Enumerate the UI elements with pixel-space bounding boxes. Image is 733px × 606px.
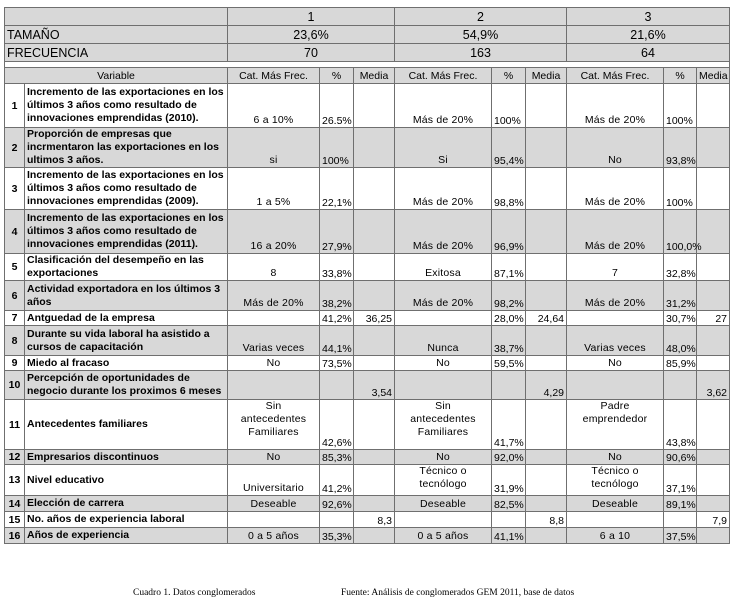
media-cell-2 [526,356,567,371]
pct-cell-1: 33,8% [320,254,354,281]
cat-cell-1: 8 [228,254,320,281]
media-cell-2 [526,450,567,465]
media-cell-2 [526,400,567,450]
pct-cell-1: 35,3% [320,528,354,544]
cat-cell-3: Técnico o tecnólogo [567,465,664,496]
pct-cell-1: 41,2% [320,465,354,496]
caption-source: Fuente: Análisis de conglomerados GEM 2011, base de datos [341,588,575,598]
media-cell-1 [354,528,395,544]
pct-cell-2: 92,0% [492,450,526,465]
media-cell-1 [354,496,395,512]
media-cell-3 [697,400,730,450]
media-cell-3: 3,62 [697,371,730,400]
variable-header: Variable [5,68,228,84]
pct-cell-3: 48,0% [664,326,697,356]
media-cell-1 [354,128,395,168]
table-row [5,326,730,356]
cat-cell-2: Deseable [395,496,492,512]
media-cell-3 [697,528,730,544]
cat-cell-1: 16 a 20% [228,210,320,254]
cat-cell-3: Deseable [567,496,664,512]
table-row [5,84,730,128]
media-cell-2 [526,84,567,128]
table-row [5,128,730,168]
media-cell-2 [526,326,567,356]
media-cell-1 [354,465,395,496]
cat-cell-2: Más de 20% [395,168,492,210]
row-variable: Elección de carrera [25,496,228,512]
pct-cell-3: 100% [664,168,697,210]
row-number: 13 [5,465,25,496]
pct-cell-3: 37,1% [664,465,697,496]
media-cell-1 [354,254,395,281]
row-variable: Percepción de oportunidades de negocio durante los proximos 6 meses [25,371,228,400]
media-cell-2 [526,254,567,281]
pct-cell-2: 59,5% [492,356,526,371]
cat-cell-1 [228,311,320,326]
cluster-1-header: 1 [228,8,395,26]
row-number: 8 [5,326,25,356]
row-number: 3 [5,168,25,210]
pct-cell-2: 38,7% [492,326,526,356]
tamano-value-3: 21,6% [567,26,730,44]
cat-cell-3 [567,311,664,326]
cat-cell-2 [395,371,492,400]
media-cell-1: 3,54 [354,371,395,400]
row-variable: Incremento de las exportaciones en los últimos 3 años como resultado de innovaciones emprendidas (2009). [25,168,228,210]
pct-cell-3: 89,1% [664,496,697,512]
caption-title: Cuadro 1. Datos conglomerados [133,588,256,598]
cat-cell-2: Si [395,128,492,168]
media-cell-1 [354,400,395,450]
media-header-3: Media [697,68,730,84]
cat-header-2: Cat. Más Frec. [395,68,492,84]
media-cell-1: 36,25 [354,311,395,326]
table-row [5,465,730,496]
pct-cell-3: 90,6% [664,450,697,465]
table-row [5,512,730,528]
cat-cell-2: Técnico o tecnólogo [395,465,492,496]
row-variable: No. años de experiencia laboral [25,512,228,528]
cat-cell-3: No [567,356,664,371]
pct-cell-1: 41,2% [320,311,354,326]
row-variable: Incremento de las exportaciones en los últimos 3 años como resultado de innovaciones emprendidas (2010). [25,84,228,128]
cat-cell-1: Sin antecedentes Familiares [228,400,320,450]
media-cell-1 [354,326,395,356]
table-row [5,356,730,371]
row-number: 5 [5,254,25,281]
row-number: 4 [5,210,25,254]
table-row [5,311,730,326]
row-variable: Incremento de las exportaciones en los últimos 3 años como resultado de innovaciones emprendidas (2011). [25,210,228,254]
clusters-table [4,7,730,544]
cat-cell-3: Más de 20% [567,168,664,210]
cat-cell-3: Más de 20% [567,281,664,311]
media-header-1: Media [354,68,395,84]
tamano-label: TAMAÑO [5,26,228,44]
row-variable: Antguedad de la empresa [25,311,228,326]
pct-header-2: % [492,68,526,84]
corner-cell [5,8,228,26]
pct-cell-3: 93,8% [664,128,697,168]
media-cell-3 [697,281,730,311]
cat-cell-1: 0 a 5 años [228,528,320,544]
cluster-header-row [5,8,730,26]
pct-cell-1: 22,1% [320,168,354,210]
media-cell-1 [354,84,395,128]
pct-cell-2: 95,4% [492,128,526,168]
media-cell-2 [526,496,567,512]
pct-cell-1: 38,2% [320,281,354,311]
row-number: 1 [5,84,25,128]
cat-cell-3: No [567,450,664,465]
media-cell-1: 8,3 [354,512,395,528]
media-cell-1 [354,210,395,254]
media-cell-3 [697,84,730,128]
cat-cell-1: si [228,128,320,168]
row-variable: Clasificación del desempeño en las exportaciones [25,254,228,281]
row-variable: Durante su vida laboral ha asistido a cursos de capacitación [25,326,228,356]
media-cell-3 [697,356,730,371]
row-number: 6 [5,281,25,311]
cat-cell-3 [567,512,664,528]
media-cell-2 [526,528,567,544]
pct-cell-1 [320,371,354,400]
row-number: 10 [5,371,25,400]
pct-cell-2: 31,9% [492,465,526,496]
row-number: 15 [5,512,25,528]
frecuencia-row [5,44,730,62]
tamano-row [5,26,730,44]
pct-cell-2: 82,5% [492,496,526,512]
cat-cell-1: Varias veces [228,326,320,356]
cluster-2-header: 2 [395,8,567,26]
cat-cell-2 [395,512,492,528]
cat-cell-2: Más de 20% [395,84,492,128]
media-cell-2: 8,8 [526,512,567,528]
pct-cell-1 [320,512,354,528]
frecuencia-value-3: 64 [567,44,730,62]
pct-cell-1: 73,5% [320,356,354,371]
table-row [5,168,730,210]
pct-cell-3 [664,512,697,528]
table-row [5,371,730,400]
cat-cell-3: Más de 20% [567,210,664,254]
pct-cell-3: 37,5% [664,528,697,544]
media-cell-1 [354,281,395,311]
pct-cell-1: 85,3% [320,450,354,465]
pct-cell-1: 92,6% [320,496,354,512]
table-row [5,210,730,254]
pct-cell-3: 32,8% [664,254,697,281]
cat-cell-2 [395,311,492,326]
frecuencia-value-1: 70 [228,44,395,62]
pct-cell-1: 27,9% [320,210,354,254]
table-row [5,450,730,465]
pct-cell-3: 85,9% [664,356,697,371]
cat-cell-2: Nunca [395,326,492,356]
pct-cell-2 [492,512,526,528]
pct-cell-3: 30,7% [664,311,697,326]
row-number: 11 [5,400,25,450]
cat-cell-2: Más de 20% [395,210,492,254]
table-row [5,400,730,450]
pct-cell-3: 100% [664,84,697,128]
pct-cell-2: 98,8% [492,168,526,210]
pct-cell-2: 28,0% [492,311,526,326]
media-cell-3 [697,465,730,496]
row-variable: Actividad exportadora en los últimos 3 años [25,281,228,311]
pct-cell-1: 100% [320,128,354,168]
pct-cell-2: 41,1% [492,528,526,544]
cat-cell-2: Sin antecedentes Familiares [395,400,492,450]
pct-cell-3: 31,2% [664,281,697,311]
media-cell-1 [354,168,395,210]
pct-cell-2: 87,1% [492,254,526,281]
cat-cell-2: 0 a 5 años [395,528,492,544]
media-cell-2 [526,281,567,311]
cat-cell-2: Más de 20% [395,281,492,311]
media-cell-2 [526,465,567,496]
cat-cell-3: 7 [567,254,664,281]
row-number: 7 [5,311,25,326]
media-cell-3: 7,9 [697,512,730,528]
row-number: 14 [5,496,25,512]
media-cell-3: 27 [697,311,730,326]
pct-cell-2: 100% [492,84,526,128]
media-cell-3 [697,450,730,465]
cat-cell-1: 1 a 5% [228,168,320,210]
table-row [5,254,730,281]
table-row [5,528,730,544]
cat-cell-2: Exitosa [395,254,492,281]
cat-cell-2: No [395,450,492,465]
media-cell-2: 24,64 [526,311,567,326]
media-cell-2 [526,210,567,254]
pct-cell-2: 96,9% [492,210,526,254]
row-variable: Proporción de empresas que incrmentaron las exportaciones en los ultimos 3 años. [25,128,228,168]
pct-cell-3: 100,0% [664,210,697,254]
media-cell-2 [526,128,567,168]
frecuencia-label: FRECUENCIA [5,44,228,62]
row-number: 9 [5,356,25,371]
cat-cell-2: No [395,356,492,371]
cat-cell-1: Deseable [228,496,320,512]
cat-cell-1: Más de 20% [228,281,320,311]
frecuencia-value-2: 163 [395,44,567,62]
column-header-row [5,68,730,84]
cat-cell-3: Padre emprendedor [567,400,664,450]
table-row [5,496,730,512]
pct-cell-1: 26.5% [320,84,354,128]
pct-cell-3 [664,371,697,400]
cat-cell-3 [567,371,664,400]
row-variable: Empresarios discontinuos [25,450,228,465]
pct-cell-1: 42,6% [320,400,354,450]
cat-cell-1: 6 a 10% [228,84,320,128]
cat-cell-1 [228,512,320,528]
cat-cell-3: No [567,128,664,168]
row-variable: Nivel educativo [25,465,228,496]
media-cell-3 [697,496,730,512]
media-cell-2 [526,168,567,210]
media-cell-3 [697,128,730,168]
table-row [5,281,730,311]
cat-cell-1: No [228,356,320,371]
cat-cell-1: Universitario [228,465,320,496]
row-number: 12 [5,450,25,465]
pct-cell-1: 44,1% [320,326,354,356]
cat-cell-1 [228,371,320,400]
row-variable: Años de experiencia [25,528,228,544]
pct-cell-2: 98,2% [492,281,526,311]
media-cell-2: 4,29 [526,371,567,400]
media-cell-3 [697,254,730,281]
cat-cell-3: Varias veces [567,326,664,356]
cluster-3-header: 3 [567,8,730,26]
pct-header-3: % [664,68,697,84]
cat-header-3: Cat. Más Frec. [567,68,664,84]
media-cell-1 [354,450,395,465]
cat-header-1: Cat. Más Frec. [228,68,320,84]
row-number: 16 [5,528,25,544]
pct-header-1: % [320,68,354,84]
pct-cell-2 [492,371,526,400]
pct-cell-3: 43,8% [664,400,697,450]
pct-cell-2: 41,7% [492,400,526,450]
row-variable: Miedo al fracaso [25,356,228,371]
media-cell-1 [354,356,395,371]
cat-cell-3: 6 a 10 [567,528,664,544]
media-header-2: Media [526,68,567,84]
row-number: 2 [5,128,25,168]
media-cell-3 [697,168,730,210]
tamano-value-2: 54,9% [395,26,567,44]
tamano-value-1: 23,6% [228,26,395,44]
row-variable: Antecedentes familiares [25,400,228,450]
cat-cell-1: No [228,450,320,465]
cat-cell-3: Más de 20% [567,84,664,128]
media-cell-3 [697,326,730,356]
